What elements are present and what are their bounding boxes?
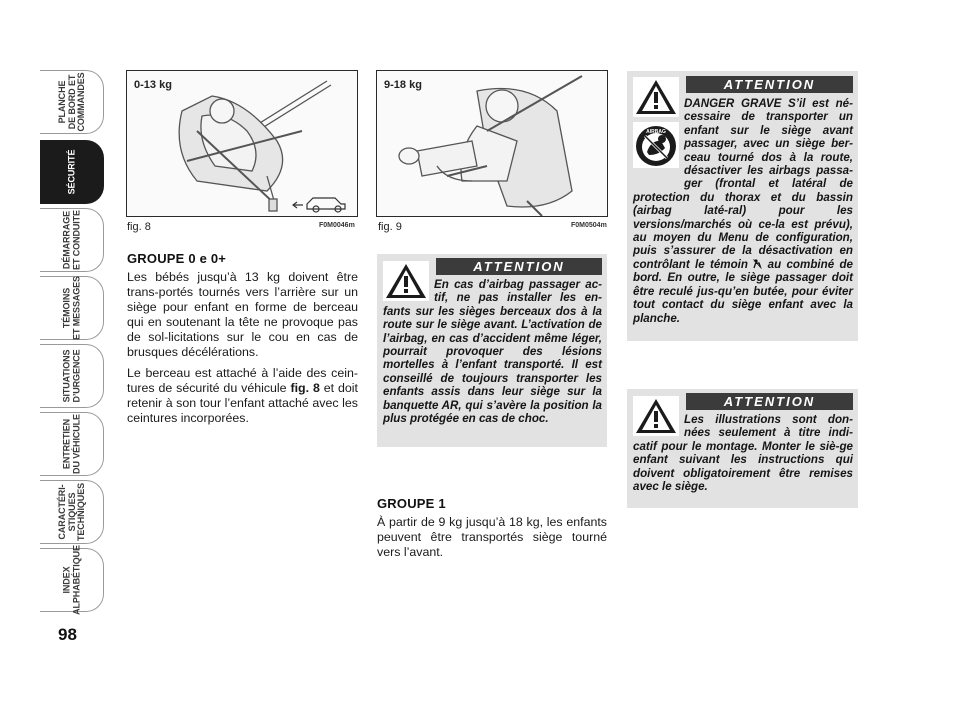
page-number: 98 (58, 625, 77, 644)
attention-text (383, 278, 602, 425)
airbag-off-warning-icon (753, 259, 762, 269)
attention-body: au combiné de bord. En outre, le siège passager doit être reculé jus-qu’en butée, pour éviter tout contact du siège enfant avec la planche. (633, 257, 853, 325)
figure-8-code: F0M0046m (319, 222, 355, 229)
attention-banner: ATTENTION (686, 76, 853, 93)
attention-text (633, 97, 853, 325)
tab-label: SÉCURITÉ (65, 149, 76, 195)
tab-label: INDEX ALPHABÉTIQUE (61, 545, 81, 615)
attention-box-illustrations (627, 389, 858, 508)
attention-banner: ATTENTION (686, 393, 853, 410)
group-0-paragraph (127, 366, 358, 426)
tab-planche-de-bord[interactable] (40, 70, 104, 134)
text-run: Le berceau est attaché à l’aide des cein-tures de sécurité du véhicule (127, 366, 358, 396)
attention-body: Les illustrations sont don-nées seulement à titre indi-catif pour le montage. Monter le siè-ge enfant suivant les instructions qui doivent obligatoirement être remises avec le siège. (633, 413, 853, 494)
tab-label: TÉMOINS ET MESSAGES (61, 276, 81, 340)
tab-caracteristiques[interactable] (40, 480, 104, 544)
figure-weight-label: 9-18 kg (384, 79, 422, 91)
tab-label: SITUATIONS D’URGENCE (61, 349, 81, 403)
attention-box-airbag (377, 254, 607, 447)
figure-9-caption: fig. 9 (378, 221, 402, 233)
group-1-text (377, 515, 607, 567)
attention-body: En cas d’airbag passager ac-tif, ne pas installer les en-fants sur les sièges berceaux dos à la route sur le siège avant. L’activation de l’airbag, en cas d’accident même léger, pourrait provoquer des lésions mortelles à l’enfant transporté. Il est conseillé de toujours transporter les enfants assis dans leur siège sur la banquette AR, qui s’avère la position la plus protégée en cas de choc. (383, 278, 602, 426)
group-0-paragraph: Les bébés jusqu’à 13 kg doivent être trans-portés tournés vers l’arrière sur un siège pour enfant en forme de berceau qui en soutenant la tête ne provoque pas de sol-licitations sur le cou en cas de brusques décélérations. (127, 270, 358, 359)
figure-weight-label: 0-13 kg (134, 79, 172, 91)
icon-spacer (383, 278, 434, 302)
attention-body: DANGER GRAVE S’il est né-cessaire de transporter un enfant sur le siège avant passager, avec un siège ber-ceau tourné dos à la route, désactiver les airbags passa-ger (frontal et latéral de protection du thorax et du bassin (airbag laté-ral) pour les versions/marchés où ce-la est prévu), au moyen du Menu de configuration, puis s’assurer de la désactivation en contrôlant le témoin (633, 97, 853, 271)
text-run: et doit retenir à son tour l’enfant attaché avec les ceintures incorporées. (127, 381, 358, 426)
forward-facing-seat-illustration (377, 71, 607, 216)
group-1-heading: GROUPE 1 (377, 496, 446, 511)
figure-8 (126, 70, 358, 217)
tab-label: PLANCHE DE BORD ET COMMANDES (56, 72, 86, 132)
figure-9 (376, 70, 608, 217)
tab-temoins[interactable] (40, 276, 104, 340)
airbag-icon-label: AIRBAG (646, 129, 666, 135)
attention-box-danger (627, 71, 858, 341)
tab-situations-urgence[interactable] (40, 344, 104, 408)
group-0-heading: GROUPE 0 e 0+ (127, 251, 227, 266)
figure-9-code: F0M0504m (571, 222, 607, 229)
tab-demarrage[interactable] (40, 208, 104, 272)
figure-8-caption: fig. 8 (127, 221, 151, 233)
attention-banner: ATTENTION (436, 258, 602, 275)
attention-text (633, 413, 853, 493)
icon-spacer (633, 97, 684, 189)
tab-entretien[interactable] (40, 412, 104, 476)
rear-facing-seat-illustration (127, 71, 357, 216)
tab-index[interactable] (40, 545, 104, 615)
figure-reference[interactable]: fig. 8 (290, 381, 320, 396)
group-0-text (127, 270, 358, 433)
tab-securite[interactable] (40, 140, 104, 204)
tab-label: DÉMARRAGE ET CONDUITE (61, 210, 81, 270)
tab-label: ENTRETIEN DU VÉHICULE (61, 414, 81, 474)
icon-spacer (633, 413, 684, 439)
tab-label: CARACTÉRI- STIQUES TECHNIQUES (56, 482, 86, 542)
group-1-paragraph: À partir de 9 kg jusqu’à 18 kg, les enfants peuvent être transportés siège tourné vers l’avant. (377, 515, 607, 559)
